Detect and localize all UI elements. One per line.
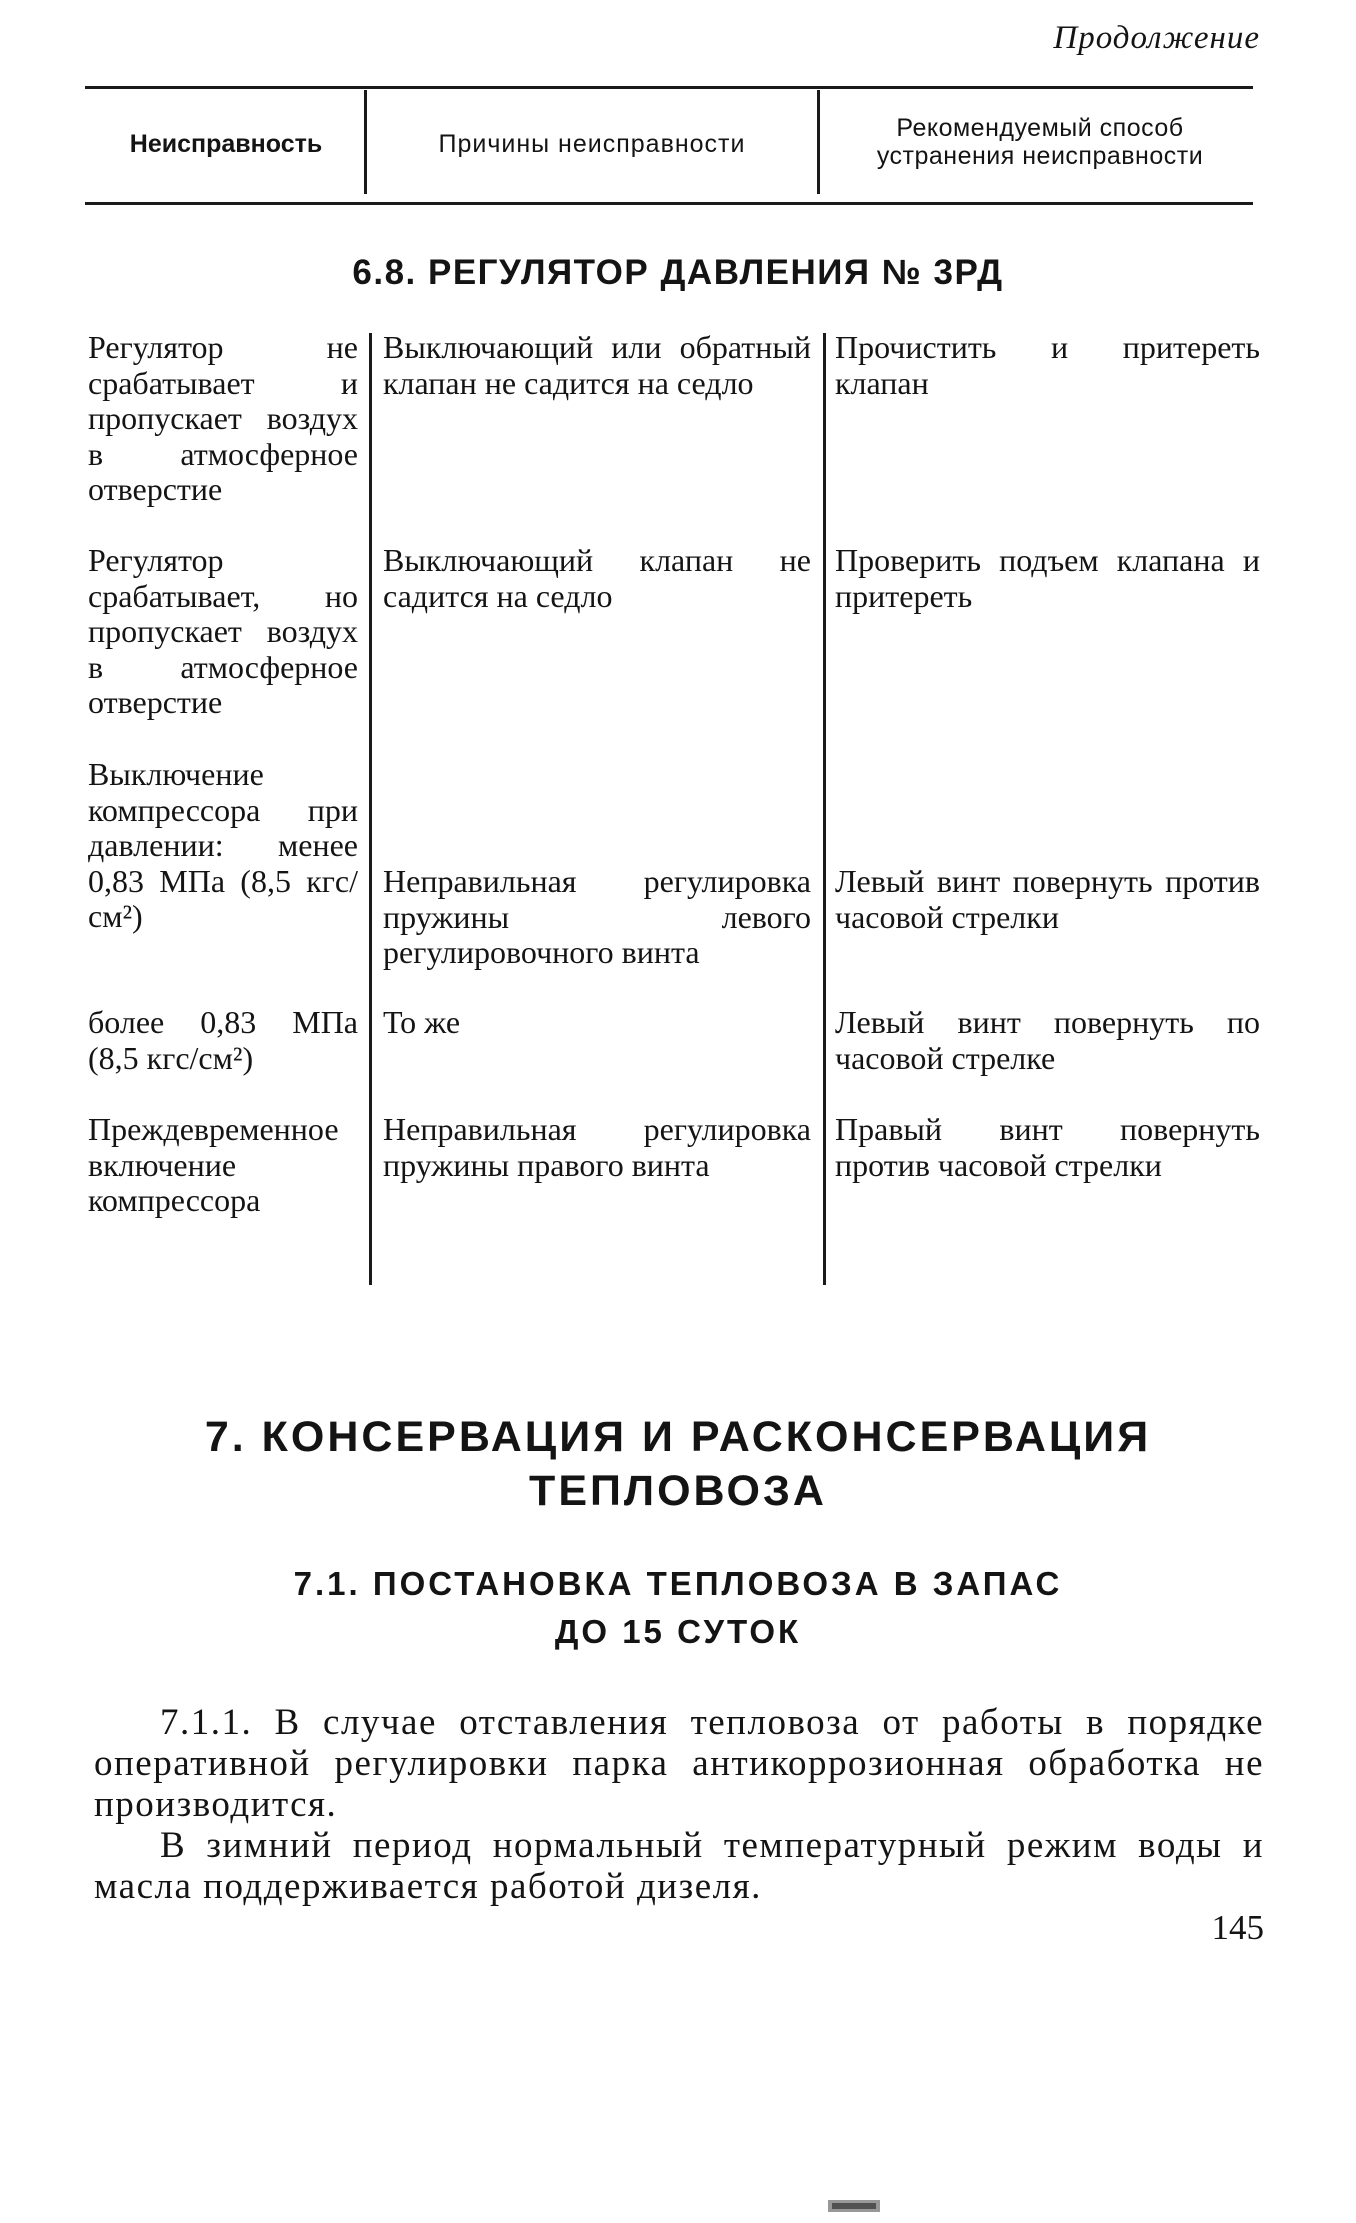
header-divider-2: [817, 90, 820, 194]
table-header-rule: [85, 202, 1253, 205]
paragraph-1: 7.1.1. В случае отставления тепловоза от работы в порядке оперативной регулировки парка антикоррозионная обработка не производится.: [94, 1702, 1264, 1825]
table-row-4-fault: более 0,83 МПа (8,5 кгс/см²): [88, 1004, 358, 1076]
table-top-rule: [85, 86, 1253, 89]
table-row-2-remedy: Проверить подъем клапана и притереть: [835, 542, 1260, 614]
paragraph-2: В зимний период нормальный температурный режим воды и масла поддерживается работой дизеля.: [94, 1825, 1264, 1907]
table-row-1-fault: Регулятор не срабатывает и пропускает воздух в атмосферное отверстие: [88, 329, 358, 507]
table-row-1-remedy: Прочистить и притереть клапан: [835, 329, 1260, 401]
header-cause: Причины неисправности: [438, 130, 746, 158]
chapter-title: [0, 1410, 1356, 1518]
library-stamp-mark: [826, 2196, 882, 2216]
table-row-2-cause: Выключающий клапан не садится на седло: [383, 542, 811, 614]
body-divider-2: [823, 333, 826, 1285]
section-title: 6.8. РЕГУЛЯТОР ДАВЛЕНИЯ № 3РД: [352, 253, 1004, 292]
table-row-5-cause: Неправильная регулировка пружины правого винта: [383, 1111, 811, 1183]
table-row-4-remedy: Левый винт повернуть по часовой стрелке: [835, 1004, 1260, 1076]
chapter-title-line-2: ТЕПЛОВОЗА: [529, 1467, 827, 1515]
table-row-3-fault: Выключение компрессора при давлении: менее 0,83 МПа (8,5 кгс/см²): [88, 756, 358, 934]
header-fault: Неисправность: [129, 130, 323, 158]
table-row-5-fault: Преждевременное включение компрессора: [88, 1111, 339, 1218]
continuation-label: Продолжение: [1053, 20, 1260, 56]
subsection-title: [0, 1560, 1356, 1656]
table-row-2-fault: Регулятор срабатывает, но пропускает воздух в атмосферное отверстие: [88, 542, 358, 720]
table-row-1-cause: Выключающий или обратный клапан не садится на седло: [383, 329, 811, 401]
subsection-title-line-1: 7.1. ПОСТАНОВКА ТЕПЛОВОЗА В ЗАПАС: [293, 1565, 1063, 1602]
table-row-3-remedy: Левый винт повернуть против часовой стрелки: [835, 863, 1260, 935]
header-remedy: Рекомендуемый способ устранения неисправности: [876, 114, 1204, 170]
chapter-title-line-1: 7. КОНСЕРВАЦИЯ И РАСКОНСЕРВАЦИЯ: [204, 1413, 1152, 1461]
body-divider-1: [369, 333, 372, 1285]
table-row-5-remedy: Правый винт повернуть против часовой стрелки: [835, 1111, 1260, 1183]
table-row-4-cause: То же: [383, 1004, 461, 1040]
table-row-3-cause: Неправильная регулировка пружины левого регулировочного винта: [383, 863, 811, 970]
page-number: 145: [1211, 1908, 1264, 1947]
subsection-title-line-2: ДО 15 СУТОК: [554, 1613, 802, 1650]
